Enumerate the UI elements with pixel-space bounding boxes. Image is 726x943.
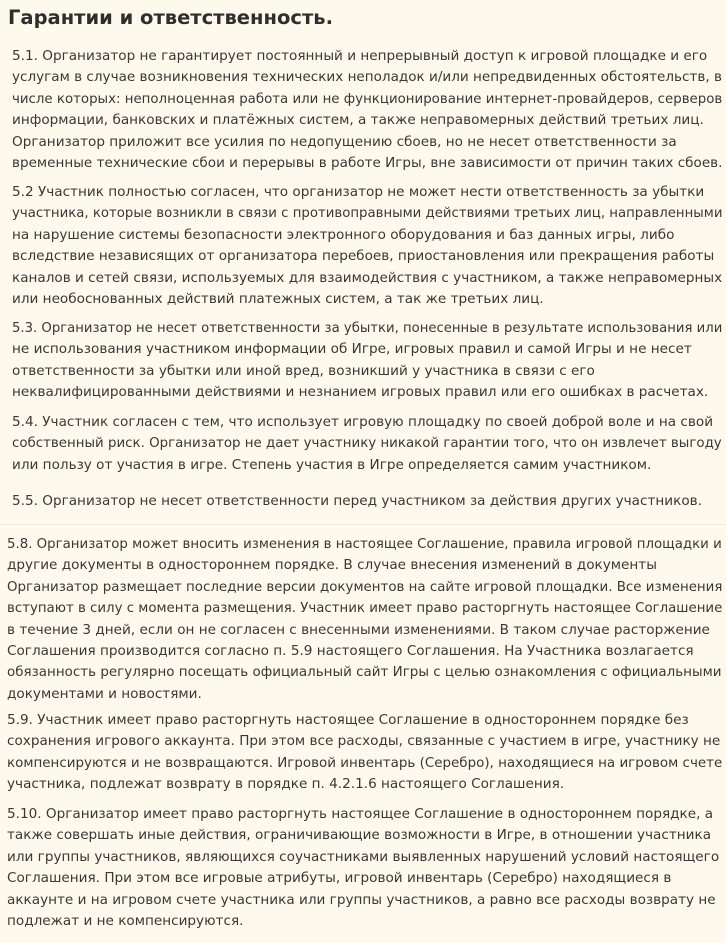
paragraph-line: обязанность регулярно посещать официальный сайт Игры с целью ознакомления с официальными: [7, 664, 722, 681]
paragraph-line: также совершать иные действия, ограничивающие возможности в Игре, в отношении участника: [7, 827, 712, 844]
paragraph-line: неквалифицированными действиями и незнанием игровых правил или его ошибках в расчетах.: [12, 384, 709, 401]
paragraph-line: 5.2 Участник полностью согласен, что организатор не может нести ответственность за убытки: [12, 184, 705, 200]
paragraph-line: временные технические сбои и перерывы в работе Игры, вне зависимости от причин таких сбоев.: [12, 155, 723, 172]
paragraph-line: подлежат и не компенсируются.: [7, 913, 244, 930]
paragraph-line: на нарушение системы безопасности электронного оборудования и баз данных игры, либо: [12, 226, 675, 243]
paragraph-line: не использования участником информации об Игре, игровых правил и самой Игры и не несет: [12, 341, 692, 358]
paragraph-line: вследствие независящих от организатора перебоев, приостановления или прекращения работы: [12, 248, 715, 265]
bottom-section: [0, 524, 726, 943]
page-title: Гарантии и ответственность.: [8, 6, 333, 29]
paragraph-5-1: [12, 46, 726, 174]
paragraph-line: Организатор размещает последние версии документов на сайте игровой площадки. Все изменения: [7, 578, 723, 595]
paragraph-5-5: [12, 491, 702, 512]
paragraph-line: информации, банковских и платёжных систем, а также неправомерных действий третьих лиц.: [12, 112, 704, 129]
paragraph-line: или необоснованных действий платежных систем, а так же третьих лиц.: [12, 291, 544, 308]
paragraph-5-3: [12, 318, 726, 404]
paragraph-line: документами и новостями.: [7, 685, 202, 702]
paragraph-line: участника, которые возникли в связи с противоправными действиями третьих лиц, направленными: [12, 205, 723, 222]
paragraph-line: или группы участников, являющихся соучастниками выявленных нарушений условий настоящего: [7, 848, 720, 865]
paragraph-line: аккаунте и на игровом счете участника или группы участников, а равно все расходы возврату не: [7, 891, 716, 908]
paragraph-5-10: [7, 804, 719, 932]
paragraph-line: 5.10. Организатор имеет право расторгнуть настоящее Соглашение в одностороннем порядке, а: [7, 806, 714, 822]
paragraph-line: Организатор приложит все усилия по недопущению сбоев, но не несет ответственности за: [12, 133, 677, 150]
paragraph-line: каналов и сетей связи, используемых для взаимодействия с участником, а также неправомерных: [12, 269, 723, 286]
paragraph-line: 5.5. Организатор не несет ответственности перед участником за действия других участников.: [12, 493, 702, 509]
paragraph-5-8: [7, 534, 726, 705]
paragraph-5-2: [12, 182, 726, 310]
paragraph-line: вступают в силу с момента размещения. Участник имеет право расторгнуть настоящее Соглашение: [7, 600, 723, 617]
paragraph-line: Соглашения. При этом все игровые атрибуты, игровой инвентарь (Серебро) находящиеся в: [7, 870, 672, 887]
paragraph-line: числе которых: неполноценная работа или не функционирование интернет-провайдеров, серверов: [12, 90, 723, 107]
paragraph-line: Соглашения производится согласно п. 5.9 настоящего Соглашения. На Участника возлагается: [7, 643, 694, 660]
paragraph-line: ответственности за убытки или иной вред, возникший у участника в связи с его: [12, 362, 595, 379]
paragraph-line: участника, подлежат возврату в порядке п. 4.2.1.6 настоящего Соглашения.: [7, 776, 565, 793]
paragraph-line: 5.8. Организатор может вносить изменения в настоящее Соглашение, правила игровой площадки и: [7, 536, 722, 552]
paragraph-line: другие документы в одностороннем порядке. В случае внесения изменений в документы: [7, 557, 657, 574]
paragraph-line: 5.9. Участник имеет право расторгнуть настоящее Соглашение в одностороннем порядке без: [7, 712, 689, 728]
paragraph-line: 5.1. Организатор не гарантирует постоянный и непрерывный доступ к игровой площадке и его: [12, 48, 708, 64]
paragraph-5-4: [12, 412, 726, 476]
paragraph-line: собственный риск. Организатор не дает участнику никакой гарантии того, что он извлечет выгоду: [12, 435, 722, 452]
paragraph-line: услугам в случае возникновения технических неполадок и/или непредвиденных обстоятельств, в: [12, 69, 722, 86]
paragraph-line: 5.3. Организатор не несет ответственности за убытки, понесенные в результате использования или: [12, 320, 723, 336]
paragraph-5-9: [7, 710, 726, 796]
paragraph-line: в течение 3 дней, если он не согласен с внесенными изменениями. В таком случае расторжение: [7, 621, 710, 638]
paragraph-line: компенсируются и не возвращаются. Игровой инвентарь (Серебро), находящиеся на игровом счете: [7, 754, 723, 771]
paragraph-line: 5.4. Участник согласен с тем, что использует игровую площадку по своей доброй воле и на свой: [12, 414, 714, 430]
paragraph-line: или пользу от участия в игре. Степень участия в Игре определяется самим участником.: [12, 456, 652, 473]
paragraph-line: сохранения игрового аккаунта. При этом все расходы, связанные с участием в игре, участнику не: [7, 733, 721, 750]
